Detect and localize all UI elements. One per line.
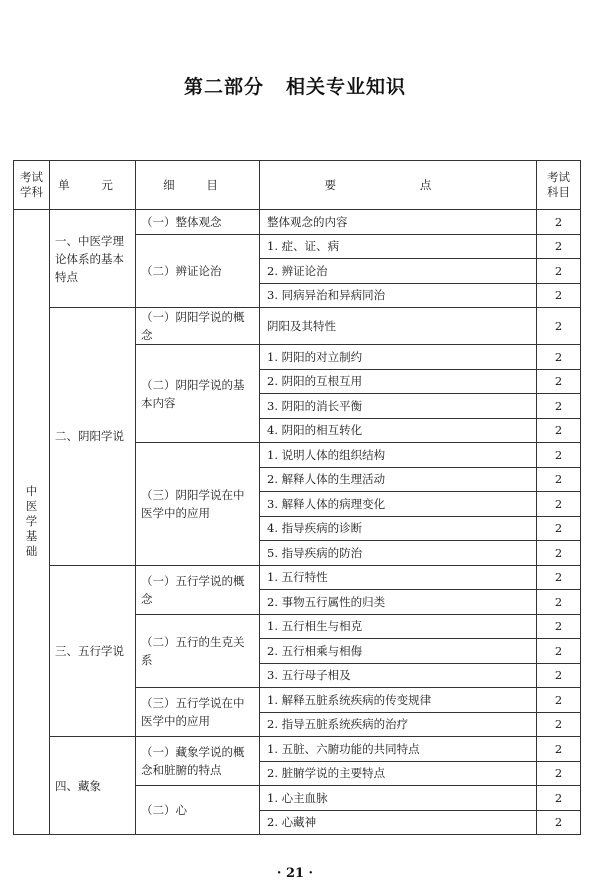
point-cell: 3. 阴阳的消长平衡 [260, 394, 537, 419]
count-cell: 2 [537, 418, 581, 443]
detail-cell: （二）阴阳学说的基本内容 [136, 345, 260, 443]
header-subject: 考试学科 [14, 161, 50, 210]
syllabus-table [13, 160, 581, 835]
unit-cell: 二、阴阳学说 [50, 308, 136, 566]
point-cell: 2. 事物五行属性的归类 [260, 590, 537, 615]
unit-cell: 四、藏象 [50, 737, 136, 835]
count-cell: 2 [537, 810, 581, 835]
page-number: · 21 · [276, 866, 314, 881]
point-cell: 4. 指导疾病的诊断 [260, 516, 537, 541]
detail-cell: （二）辨证论治 [136, 234, 260, 308]
point-cell: 1. 说明人体的组织结构 [260, 443, 537, 468]
count-cell: 2 [537, 443, 581, 468]
point-cell: 整体观念的内容 [260, 210, 537, 235]
header-count: 考试科目 [537, 161, 581, 210]
detail-cell: （二）五行的生克关系 [136, 614, 260, 688]
point-cell: 1. 症、证、病 [260, 234, 537, 259]
count-cell: 2 [537, 712, 581, 737]
count-cell: 2 [537, 283, 581, 308]
point-cell: 3. 解释人体的病理变化 [260, 492, 537, 517]
point-cell: 阴阳及其特性 [260, 308, 537, 345]
point-cell: 2. 指导五脏系统疾病的治疗 [260, 712, 537, 737]
detail-cell: （一）五行学说的概念 [136, 565, 260, 614]
point-cell: 3. 同病异治和异病同治 [260, 283, 537, 308]
count-cell: 2 [537, 614, 581, 639]
count-cell: 2 [537, 737, 581, 762]
count-cell: 2 [537, 663, 581, 688]
table-row [14, 210, 581, 235]
detail-cell: （一）整体观念 [136, 210, 260, 235]
point-cell: 2. 阴阳的互根互用 [260, 369, 537, 394]
point-cell: 1. 五行相生与相克 [260, 614, 537, 639]
point-cell: 1. 心主血脉 [260, 786, 537, 811]
count-cell: 2 [537, 259, 581, 284]
count-cell: 2 [537, 234, 581, 259]
table-row [14, 308, 581, 345]
count-cell: 2 [537, 761, 581, 786]
count-cell: 2 [537, 516, 581, 541]
count-cell: 2 [537, 492, 581, 517]
detail-cell: （二）心 [136, 786, 260, 835]
count-cell: 2 [537, 786, 581, 811]
detail-cell: （三）五行学说在中医学中的应用 [136, 688, 260, 737]
count-cell: 2 [537, 308, 581, 345]
count-cell: 2 [537, 541, 581, 566]
header-point: 要 点 [260, 161, 537, 210]
count-cell: 2 [537, 565, 581, 590]
table-header-row [14, 161, 581, 210]
count-cell: 2 [537, 210, 581, 235]
table-row [14, 737, 581, 762]
count-cell: 2 [537, 639, 581, 664]
count-cell: 2 [537, 394, 581, 419]
point-cell: 1. 阴阳的对立制约 [260, 345, 537, 370]
count-cell: 2 [537, 688, 581, 713]
unit-cell: 一、中医学理论体系的基本特点 [50, 210, 136, 308]
header-unit: 单 元 [50, 161, 136, 210]
table-body [14, 210, 581, 835]
count-cell: 2 [537, 369, 581, 394]
point-cell: 1. 五行特性 [260, 565, 537, 590]
point-cell: 2. 辨证论治 [260, 259, 537, 284]
point-cell: 2. 解释人体的生理活动 [260, 467, 537, 492]
point-cell: 4. 阴阳的相互转化 [260, 418, 537, 443]
detail-cell: （一）阴阳学说的概念 [136, 308, 260, 345]
point-cell: 2. 脏腑学说的主要特点 [260, 761, 537, 786]
header-detail: 细 目 [136, 161, 260, 210]
point-cell: 1. 五脏、六腑功能的共同特点 [260, 737, 537, 762]
subject-cell: 中医学基础 [14, 210, 50, 835]
point-cell: 5. 指导疾病的防治 [260, 541, 537, 566]
detail-cell: （三）阴阳学说在中医学中的应用 [136, 443, 260, 566]
part-name: 相关专业知识 [286, 76, 407, 98]
count-cell: 2 [537, 467, 581, 492]
point-cell: 2. 心藏神 [260, 810, 537, 835]
point-cell: 1. 解释五脏系统疾病的传变规律 [260, 688, 537, 713]
part-label: 第二部分 [183, 76, 264, 98]
count-cell: 2 [537, 345, 581, 370]
table-row [14, 565, 581, 590]
detail-cell: （一）藏象学说的概念和脏腑的特点 [136, 737, 260, 786]
point-cell: 3. 五行母子相及 [260, 663, 537, 688]
page-title [0, 72, 590, 99]
point-cell: 2. 五行相乘与相侮 [260, 639, 537, 664]
unit-cell: 三、五行学说 [50, 565, 136, 737]
count-cell: 2 [537, 590, 581, 615]
